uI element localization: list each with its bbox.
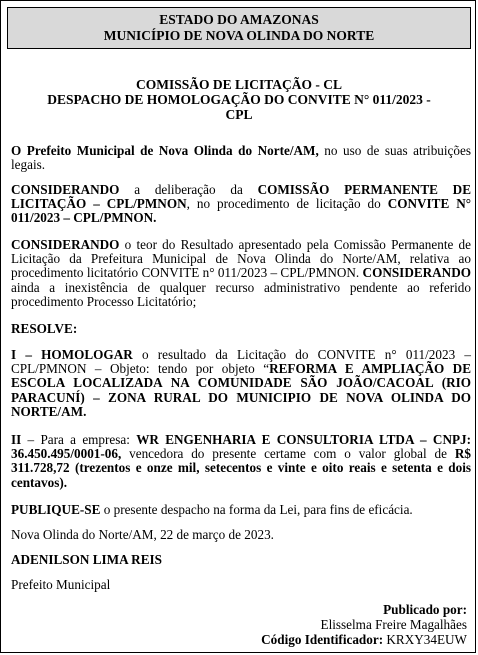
paragraph-intro: O Prefeito Municipal de Nova Olinda do Norte/AM, no uso de suas atribuições legais.: [11, 143, 471, 173]
published-by-label: Publicado por:: [383, 602, 467, 617]
header-state: ESTADO DO AMAZONAS: [159, 12, 319, 27]
item-empresa: II – Para a empresa: WR ENGENHARIA E CONSULTORIA LTDA – CNPJ: 36.450.495/0001-06, vencedora do presente certame com o valor global de R$ 311.728,72 (trezentos e onze mil, setecentos e vinte e oito reais e setenta e dois centavos).: [11, 432, 472, 490]
header-municipality: MUNICÍPIO DE NOVA OLINDA DO NORTE: [103, 28, 375, 43]
title-line-2: DESPACHO DE HOMOLOGAÇÃO DO CONVITE N° 011/2023 -: [47, 92, 431, 107]
title-line-3: CPL: [225, 107, 253, 122]
publisher-name: Elisselma Freire Magalhães: [320, 617, 467, 632]
identifier-line: [261, 632, 467, 647]
header-box: [7, 7, 471, 49]
title-line-1: COMISSÃO DE LICITAÇÃO - CL: [135, 77, 343, 92]
paragraph-considerando-1: CONSIDERANDO a deliberação da COMISSÃO PERMANENTE DE LICITAÇÃO – CPL/PMNON, no procedimento de licitação do CONVITE N° 011/2023 – CPL/PMNON.: [11, 182, 472, 226]
document-title: [7, 77, 471, 122]
identifier-label: Código Identificador:: [261, 632, 384, 647]
signer-name: ADENILSON LIMA REIS: [11, 552, 162, 567]
paragraph-considerando-2: CONSIDERANDO o teor do Resultado apresentado pela Comissão Permanente de Licitação da Prefeitura Municipal de Nova Olinda do Norte/AM, relativa ao procedimento licitatório CONVITE n° 011/2023 – CPL/PMNON. CONSIDERANDO ainda a inexistência de qualquer recurso administrativo pendente ao referido procedimento Processo Licitatório;: [11, 237, 471, 309]
paragraph-publique: PUBLIQUE-SE o presente despacho na forma da Lei, para fins de eficácia.: [11, 502, 413, 517]
resolve-heading: RESOLVE:: [11, 321, 78, 336]
signer-role: Prefeito Municipal: [11, 577, 111, 592]
item-homologar: I – HOMOLOGAR o resultado da Licitação do CONVITE n° 011/2023 – CPL/PMNON – Objeto: tendo por objeto “REFORMA E AMPLIAÇÃO DE ESCOLA LOCALIZADA NA COMUNIDADE SÃO JOÃO/CACOAL (RIO PARACUNÍ) – ZONA RURAL DO MUNICIPIO DE NOVA OLINDA DO NORTE/AM.: [11, 347, 471, 419]
date-line: Nova Olinda do Norte/AM, 22 de março de 2023.: [11, 527, 274, 542]
identifier-code: KRXY34EUW: [386, 632, 467, 647]
